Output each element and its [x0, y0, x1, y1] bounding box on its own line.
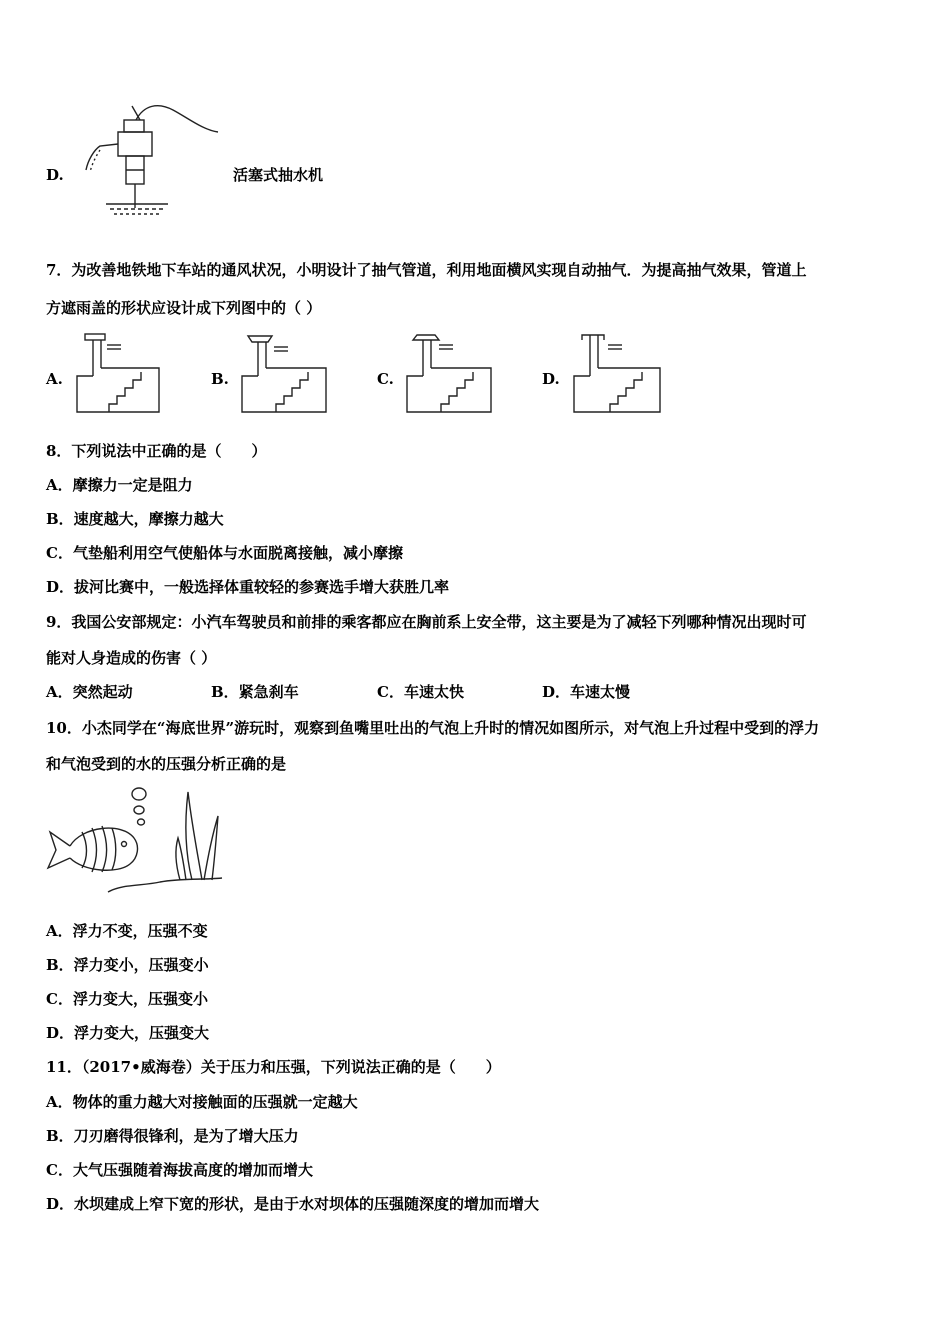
- q9-stem-line2: 能对人身造成的伤害（ ）: [46, 649, 217, 667]
- q9-option-b: B．紧急刹车: [211, 683, 299, 701]
- q11-option-a: A．物体的重力越大对接触面的压强就一定越大: [46, 1093, 358, 1111]
- q8-option-b: B．速度越大，摩擦力越大: [46, 510, 224, 528]
- q9-option-d: D．车速太慢: [542, 683, 631, 701]
- q8-stem: 8．下列说法中正确的是（ ）: [46, 442, 267, 460]
- fish-bubbles-figure: [42, 786, 232, 898]
- q11-stem: 11．（2017•威海卷）关于压力和压强，下列说法正确的是（ ）: [46, 1058, 501, 1076]
- q9-option-c: C．车速太快: [377, 683, 464, 701]
- q9-option-a: A．突然起动: [46, 683, 133, 701]
- piston-pump-figure: [78, 100, 223, 220]
- q7-option-b-figure: [240, 332, 332, 416]
- q10-stem-line1: 10．小杰同学在“海底世界”游玩时，观察到鱼嘴里吐出的气泡上升时的情况如图所示，对气泡上升过程中受到的浮力: [46, 719, 820, 737]
- q8-option-a: A．摩擦力一定是阻力: [46, 476, 193, 494]
- q11-option-c: C．大气压强随着海拔高度的增加而增大: [46, 1161, 313, 1179]
- q7-stem-line1: 7．为改善地铁地下车站的通风状况，小明设计了抽气管道，利用地面横风实现自动抽气．为提高抽气效果，管道上: [46, 261, 807, 279]
- q7-option-c-label: C.: [377, 370, 394, 388]
- q6-option-d-text: 活塞式抽水机: [233, 166, 324, 184]
- q10-option-a: A．浮力不变，压强不变: [46, 922, 208, 940]
- q9-stem-line1: 9．我国公安部规定：小汽车驾驶员和前排的乘客都应在胸前系上安全带，这主要是为了减轻下列哪种情况出现时可: [46, 613, 807, 631]
- q7-option-d-figure: [572, 332, 664, 416]
- q8-option-d: D．拔河比赛中，一般选择体重较轻的参赛选手增大获胜几率: [46, 578, 450, 596]
- q10-stem-line2: 和气泡受到的水的压强分析正确的是: [46, 755, 287, 773]
- q7-option-b-label: B.: [211, 370, 229, 388]
- q8-option-c: C．气垫船利用空气使船体与水面脱离接触，减小摩擦: [46, 544, 403, 562]
- q7-option-a-label: A.: [46, 370, 63, 388]
- q7-option-c-figure: [405, 332, 497, 416]
- q7-option-d-label: D.: [542, 370, 560, 388]
- q10-option-c: C．浮力变大，压强变小: [46, 990, 208, 1008]
- q10-option-d: D．浮力变大，压强变大: [46, 1024, 210, 1042]
- q11-option-b: B．刀刃磨得很锋利，是为了增大压力: [46, 1127, 299, 1145]
- q7-option-a-figure: [75, 332, 165, 416]
- q7-stem-line2: 方遮雨盖的形状应设计成下列图中的（ ）: [46, 299, 322, 317]
- q11-option-d: D．水坝建成上窄下宽的形状，是由于水对坝体的压强随深度的增加而增大: [46, 1195, 540, 1213]
- q6-option-d-label: D.: [46, 166, 64, 184]
- q10-option-b: B．浮力变小，压强变小: [46, 956, 209, 974]
